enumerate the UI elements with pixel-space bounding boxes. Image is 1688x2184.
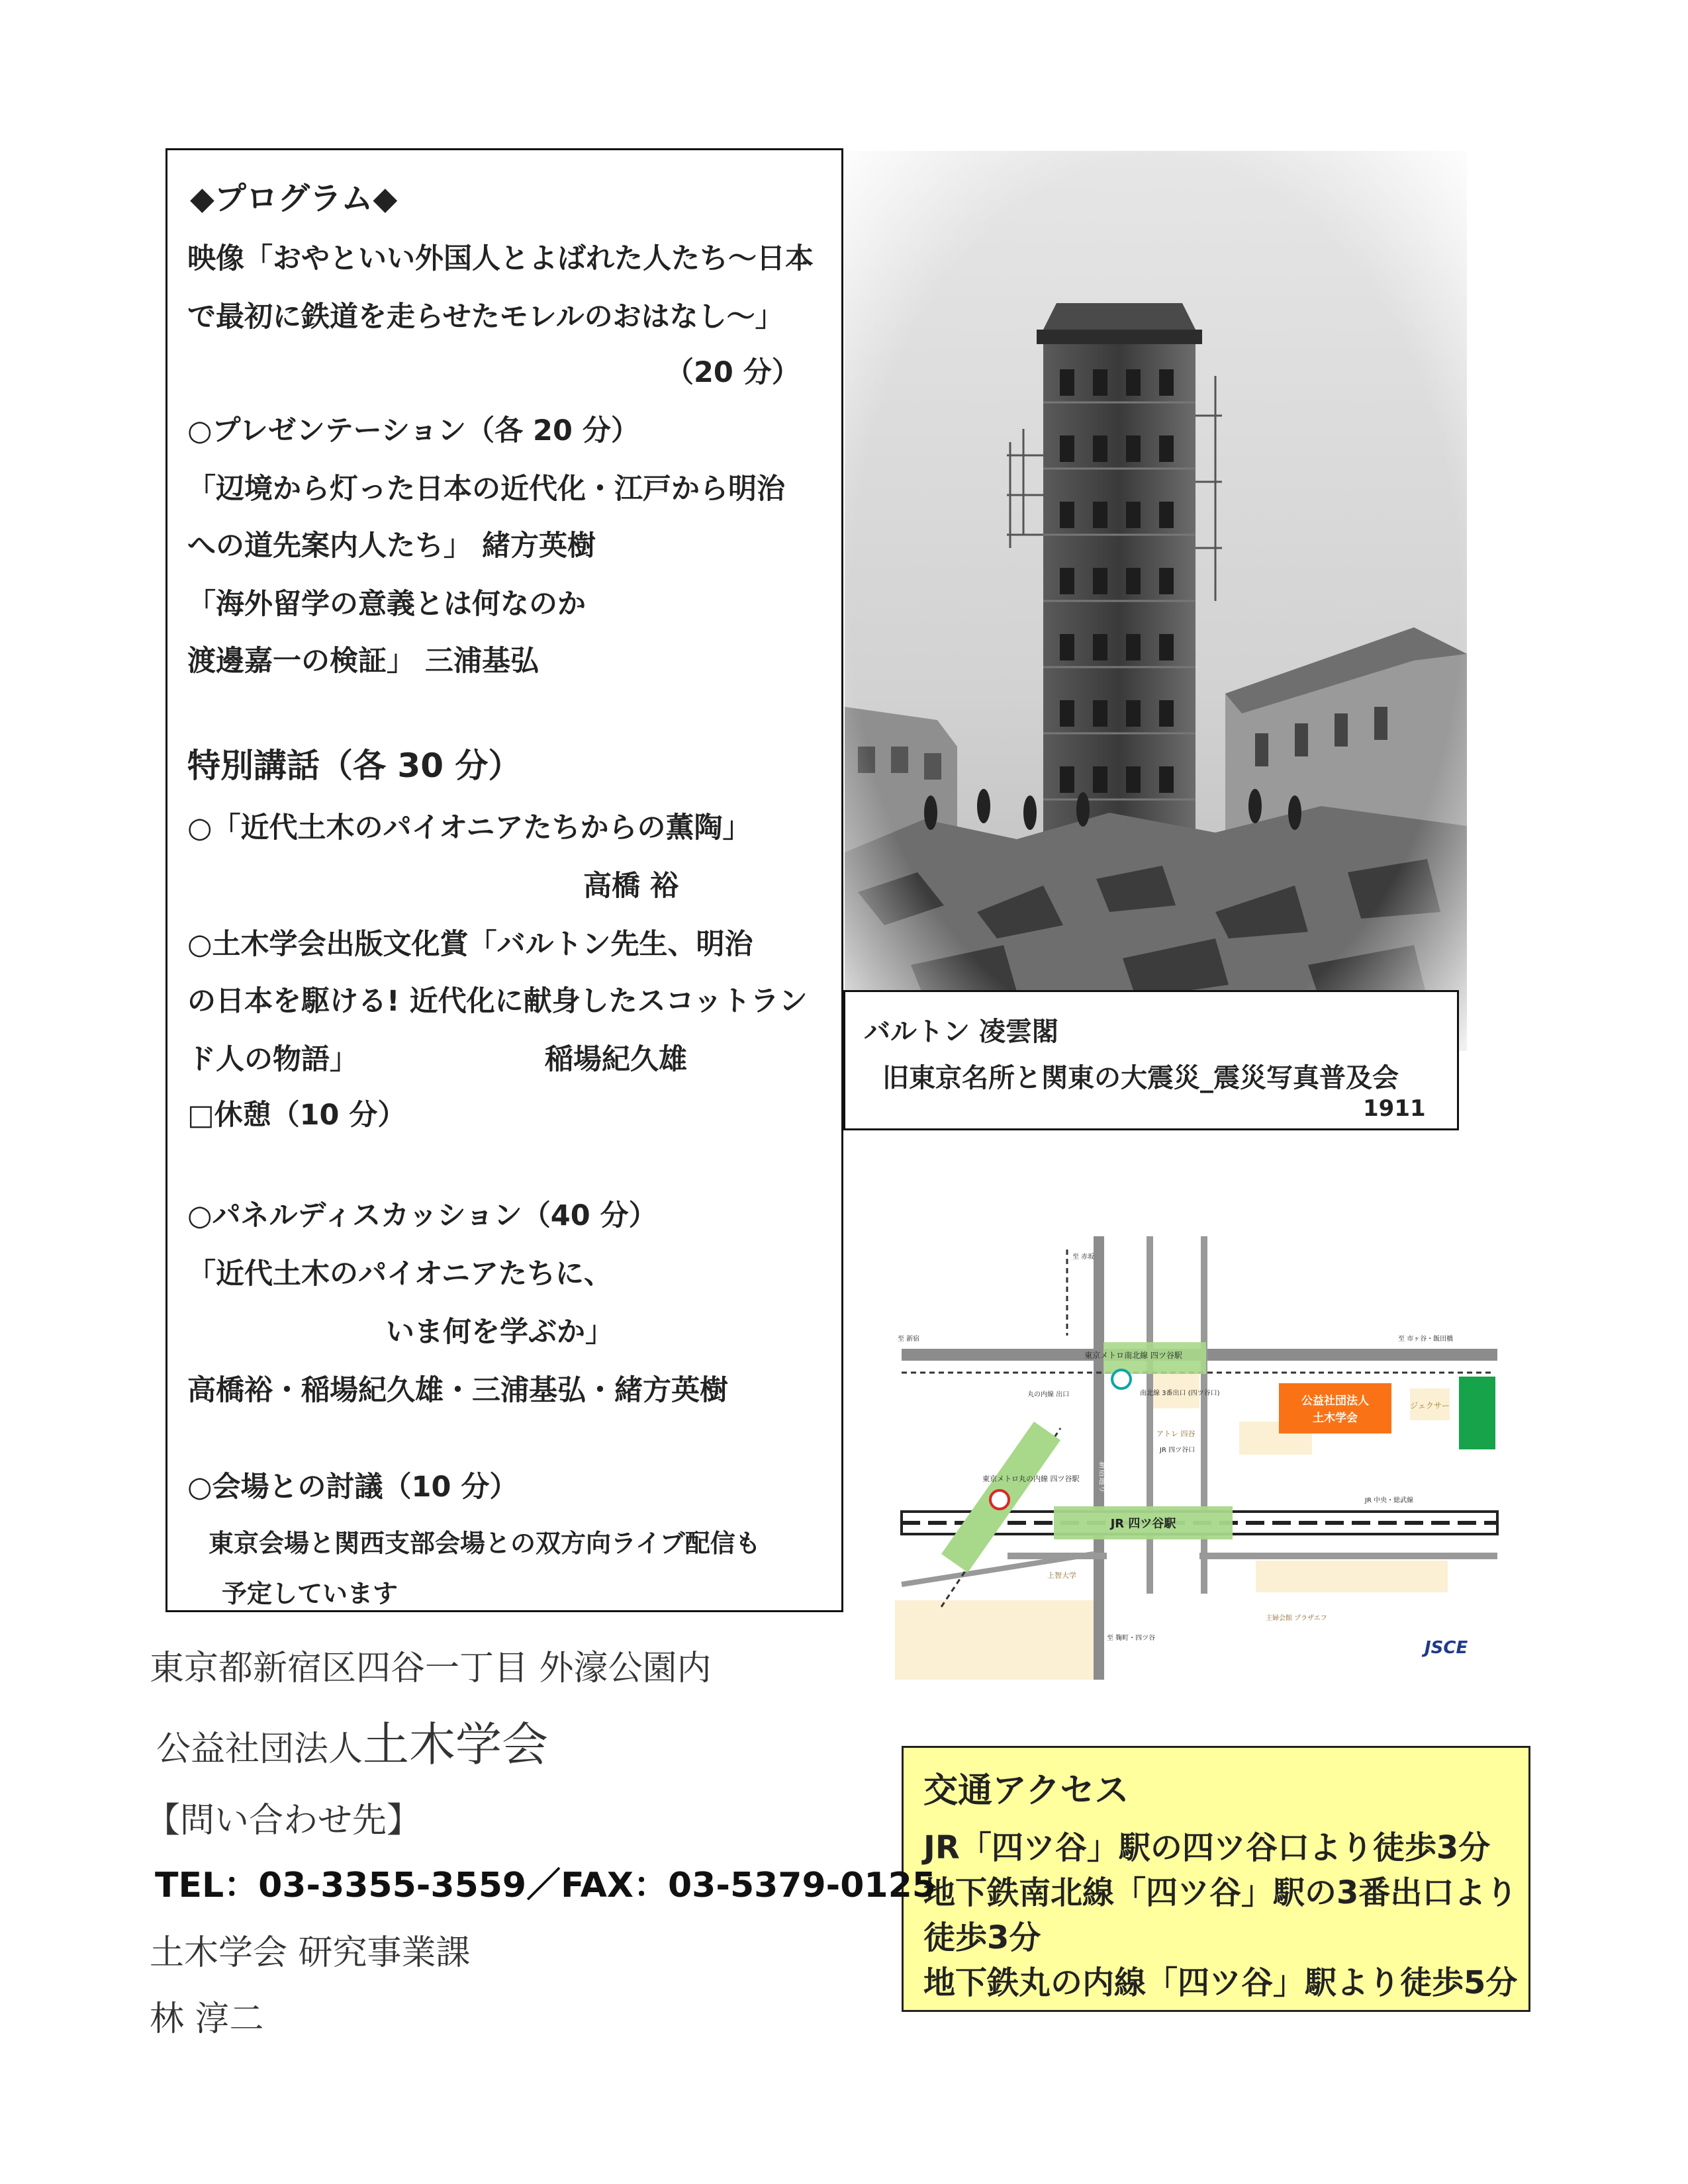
jsce-box-line1: 公益社団法人 (1301, 1394, 1369, 1408)
presentation2-line2: 渡邊嘉一の検証」 三浦基弘 (187, 645, 539, 678)
special-talk2-line2: の日本を駆ける! 近代化に献身したスコットラン (187, 985, 808, 1018)
panel-title-line2: いま何を学ぶか」 (386, 1316, 614, 1349)
to-akasaka-label: 至 赤坂 (1072, 1253, 1095, 1261)
program-heading: ◆プログラム◆ (190, 180, 398, 217)
south-block (1256, 1561, 1448, 1592)
access-map (895, 1230, 1500, 1680)
access-line2: 地下鉄南北線「四ツ谷」駅の3番出口より (923, 1874, 1518, 1911)
exit-maru-label: 丸の内線 出口 (1027, 1391, 1070, 1398)
road-sotobori (1094, 1236, 1104, 1680)
jsce-location-box (1279, 1383, 1391, 1433)
sophia-area (895, 1600, 1094, 1680)
namboku-marker-icon (1112, 1370, 1131, 1388)
break-item: □休憩（10 分） (187, 1099, 406, 1132)
jsce-logo: JSCE (1425, 1638, 1468, 1658)
to-shinjuku-label: 至 新宿 (898, 1336, 920, 1343)
access-heading: 交通アクセス (923, 1771, 1129, 1811)
contact-person: 林 淳二 (150, 1999, 264, 2039)
special-talk2-line1: ○土木学会出版文化賞「バルトン先生、明治 (187, 928, 753, 961)
gisuke-label: ジェクサー (1410, 1401, 1450, 1410)
access-line3: 徒歩3分 (923, 1919, 1041, 1956)
plaza-label: 主婦会館 プラザエフ (1266, 1615, 1327, 1622)
marunouchi-marker-icon (990, 1490, 1009, 1509)
marunouchi-label: 東京メトロ丸の内線 四ツ谷駅 (982, 1475, 1080, 1483)
special-talk-heading: 特別講話（各 30 分） (187, 747, 522, 785)
film-title-line1: 映像「おやといい外国人とよばれた人たち～日本 (187, 242, 814, 275)
organization-name: 土木学会 (363, 1717, 549, 1772)
jsce-box-line2: 土木学会 (1313, 1412, 1358, 1425)
sophia-label: 上智大学 (1047, 1571, 1076, 1580)
atre-label: アトレ 四谷 (1156, 1430, 1196, 1438)
access-box (902, 1746, 1530, 2012)
discussion-heading: ○会場との討議（10 分） (187, 1471, 518, 1504)
to-ichigaya-label: 至 市ヶ谷・飯田橋 (1398, 1336, 1454, 1343)
exit3-label: 南北線 3番出口 (四ツ谷口) (1140, 1390, 1220, 1397)
road-sotobori-label: 新宿通り (1098, 1461, 1107, 1494)
chuo-line-label: JR 中央・総武線 (1365, 1497, 1414, 1504)
special-talk1-speaker: 高橋 裕 (583, 870, 679, 903)
to-kojimachi-label: 至 麹町・四ツ谷 (1107, 1635, 1156, 1642)
panel-heading: ○パネルディスカッション（40 分） (187, 1199, 657, 1232)
film-duration: （20 分） (665, 356, 800, 389)
panel-title-line1: 「近代土木のパイオニアたちに、 (187, 1257, 612, 1291)
panel-members: 高橋裕・稲場紀久雄・三浦基弘・緒方英樹 (187, 1374, 728, 1407)
organization-prefix: 公益社団法人 (156, 1729, 363, 1769)
exit-yotsuya-label: JR 四ツ谷口 (1160, 1447, 1196, 1454)
photo-caption (843, 990, 1459, 1130)
namboku-label: 東京メトロ南北線 四ツ谷駅 (1084, 1351, 1182, 1360)
presentation-heading: ○プレゼンテーション（各 20 分） (187, 414, 639, 447)
presentation1-line1: 「辺境から灯った日本の近代化・江戸から明治 (187, 473, 785, 506)
film-title-line2: で最初に鉄道を走らせたモレルのおはなし～」 (187, 300, 784, 334)
jr-station-label: JR 四ツ谷駅 (1110, 1517, 1176, 1531)
presentation2-line1: 「海外留学の意義とは何なのか (187, 588, 586, 621)
access-line1: JR「四ツ谷」駅の四ツ谷口より徒歩3分 (923, 1829, 1491, 1866)
contact-department: 土木学会 研究事業課 (150, 1933, 471, 1973)
special-talk1-title: ○「近代土木のパイオニアたちからの薫陶」 (187, 811, 751, 844)
caption-title: バルトン 凌雲閣 (864, 1017, 1058, 1047)
caption-year: 1911 (1363, 1095, 1426, 1122)
caption-source: 旧東京名所と関東の大震災_震災写真普及会 (882, 1063, 1399, 1093)
organization (156, 1707, 548, 1774)
access-line4: 地下鉄丸の内線「四ツ谷」駅より徒歩5分 (923, 1964, 1518, 2001)
program-box (165, 148, 843, 1612)
park-block (1459, 1377, 1495, 1449)
tel-fax: TEL：03-3355-3559／FAX：03-5379-0125 (155, 1866, 936, 1905)
road-shinjuku-label: 外堀通り (1252, 1340, 1282, 1348)
discussion-line2: 予定しています (222, 1579, 399, 1608)
contact-label: 【問い合わせ先】 (146, 1801, 422, 1841)
discussion-line1: 東京会場と関西支部会場との双方向ライブ配信も (209, 1529, 761, 1558)
venue-address: 東京都新宿区四谷一丁目 外濠公園内 (150, 1649, 712, 1688)
special-talk2-line3: ド人の物語」 (187, 1043, 358, 1076)
ryounkaku-tower-photo (845, 151, 1467, 1051)
presentation1-line2: への道先案内人たち」 緒方英樹 (187, 529, 596, 563)
special-talk2-speaker: 稲場紀久雄 (545, 1043, 687, 1076)
